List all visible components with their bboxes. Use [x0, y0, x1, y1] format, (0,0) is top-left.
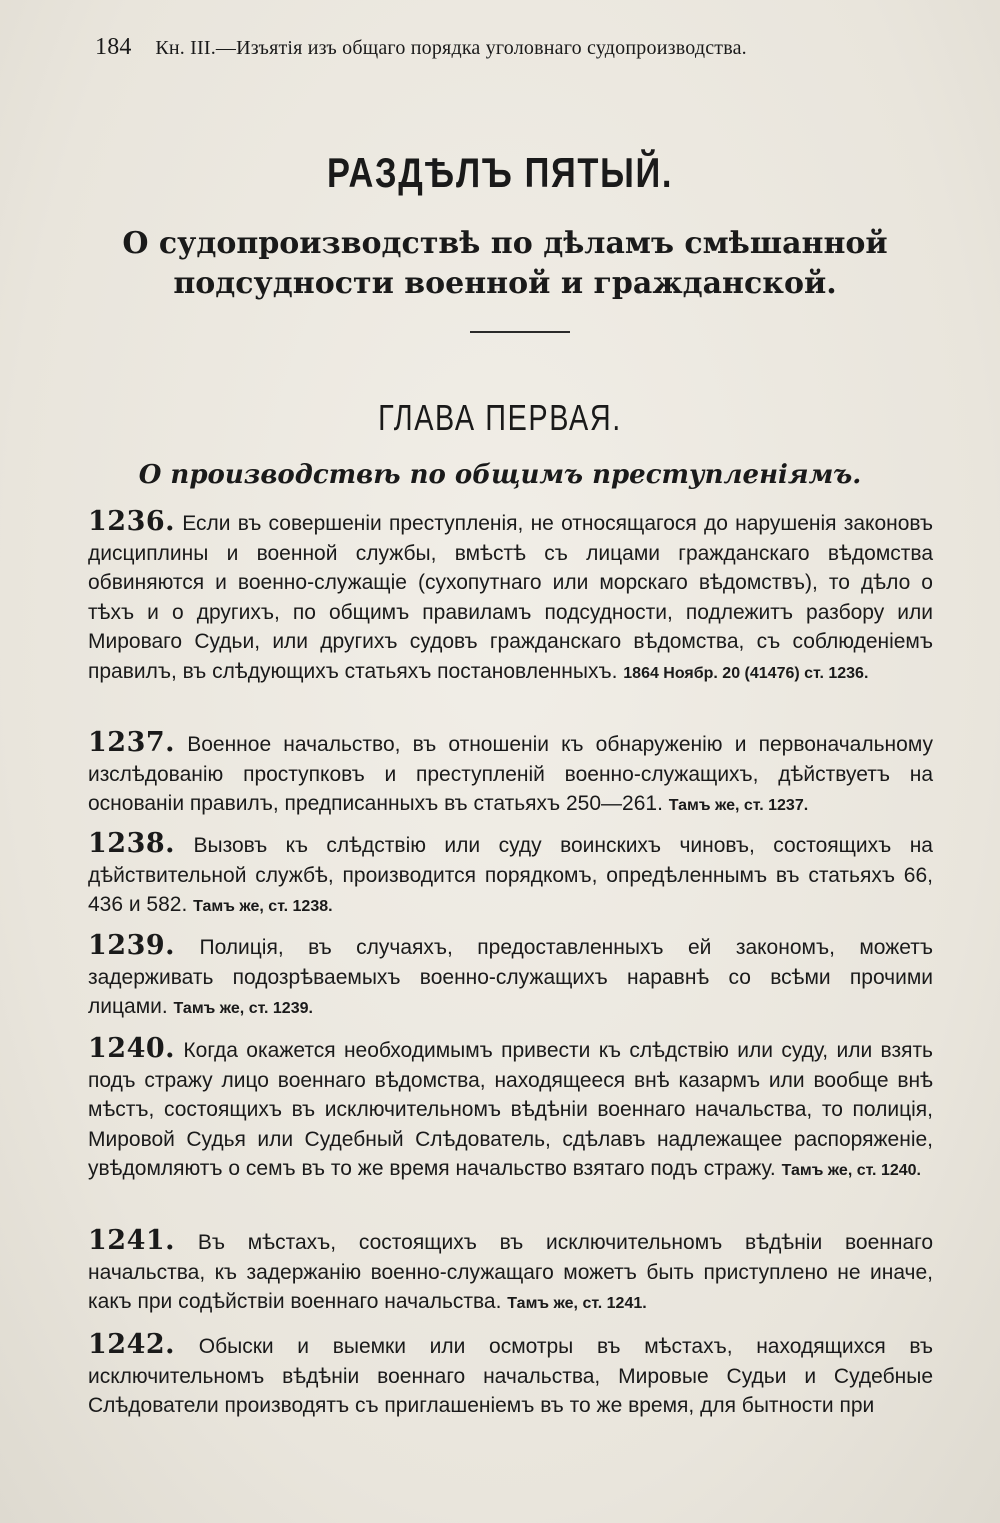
article-1236: [88, 507, 933, 688]
article-text: Военное начальство, въ отношеніи къ обнаруженію и первоначальному изслѣдованію проступковъ и преступленій военно-служащихъ, дѣйствуетъ на основаніи правилъ, предписанныхъ въ статьяхъ 250—261.: [88, 733, 933, 815]
divider-rule: [470, 331, 570, 333]
chapter-subtitle: О производствѣ по общимъ преступленіямъ.: [138, 460, 862, 490]
article-1238: [88, 829, 933, 922]
article-number: 1240.: [88, 1033, 176, 1064]
article-number: 1237.: [88, 727, 176, 758]
article-source: Тамъ же, ст. 1241.: [507, 1295, 647, 1312]
article-1241: [88, 1226, 933, 1319]
article-number: 1241.: [88, 1225, 176, 1256]
article-text: Когда окажется необходимымъ привести къ слѣдствію или суду, или взять подъ стражу лицо военнаго вѣдомства, находящееся внѣ казармъ или вообще внѣ мѣстъ, состоящихъ въ исключительномъ вѣдѣніи военнаго начальства, то полиція, Мировой Судья или Судебный Слѣдователь, сдѣлавъ надлежащее распоряженіе, увѣдомляютъ о семъ въ то же время начальство взятаго подъ стражу.: [88, 1039, 934, 1180]
article-source: 1864 Ноябр. 20 (41476) ст. 1236.: [623, 664, 869, 682]
section-subtitle: О судопроизводствѣ по дѣламъ смѣшанной подсудности военной и гражданской.: [122, 226, 888, 301]
article-text: Если въ совершеніи преступленія, не относящагося до нарушенія законовъ дисциплины и военной службы, вмѣстѣ съ лицами гражданскаго вѣдомства обвиняются и военно-служащіе (сухопутнаго или морскаго вѣдомствъ), то дѣло о тѣхъ и о другихъ, по общимъ правиламъ подсудности, подлежитъ разбору или Мироваго Судьи, или другихъ судовъ гражданскаго вѣдомства, съ соблюденіемъ правилъ, въ слѣдующихъ статьяхъ постановленныхъ.: [88, 512, 933, 683]
section-title: РАЗДѢЛЪ ПЯТЫЙ.: [326, 149, 674, 196]
article-text: Полиція, въ случаяхъ, предоставленныхъ ей закономъ, можетъ задерживать подозрѣваемыхъ военно-служащихъ наравнѣ со всѣми прочими лицами.: [88, 936, 933, 1018]
article-text: Вызовъ къ слѣдствію или суду воинскихъ чиновъ, состоящихъ на дѣйствительной службѣ, производится порядкомъ, опредѣленнымъ въ статьяхъ 66, 436 и 582.: [88, 834, 933, 916]
chapter-title: ГЛАВА ПЕРВАЯ.: [378, 397, 622, 438]
article-text: Въ мѣстахъ, состоящихъ въ исключительномъ вѣдѣніи военнаго начальства, къ задержанію военно-служащаго можетъ быть приступлено не иначе, какъ при содѣйствіи военнаго начальства.: [88, 1231, 934, 1313]
article-source: Тамъ же, ст. 1240.: [781, 1162, 921, 1179]
article-number: 1238.: [88, 828, 176, 859]
article-number: 1239.: [88, 930, 176, 961]
article-1242: [88, 1330, 933, 1421]
article-number: 1236.: [88, 506, 176, 537]
article-number: 1242.: [88, 1329, 176, 1360]
article-1240: [88, 1034, 933, 1186]
article-text: Обыски и выемки или осмотры въ мѣстахъ, находящихся въ исключительномъ вѣдѣніи военнаго начальства, Мировые Судьи и Судебные Слѣдователи производятъ съ приглашеніемъ въ то же время, для бытности при: [88, 1335, 933, 1417]
book-title: Кн. III.—Изъятія изъ общаго порядка уголовнаго судопроизводства.: [155, 37, 747, 59]
article-source: Тамъ же, ст. 1237.: [668, 797, 809, 814]
article-1239: [88, 931, 933, 1024]
article-source: Тамъ же, ст. 1238.: [193, 898, 333, 915]
article-source: Тамъ же, ст. 1239.: [173, 1000, 313, 1017]
page-number: 184: [95, 34, 132, 60]
running-header: [95, 30, 895, 64]
article-1237: [88, 728, 933, 821]
